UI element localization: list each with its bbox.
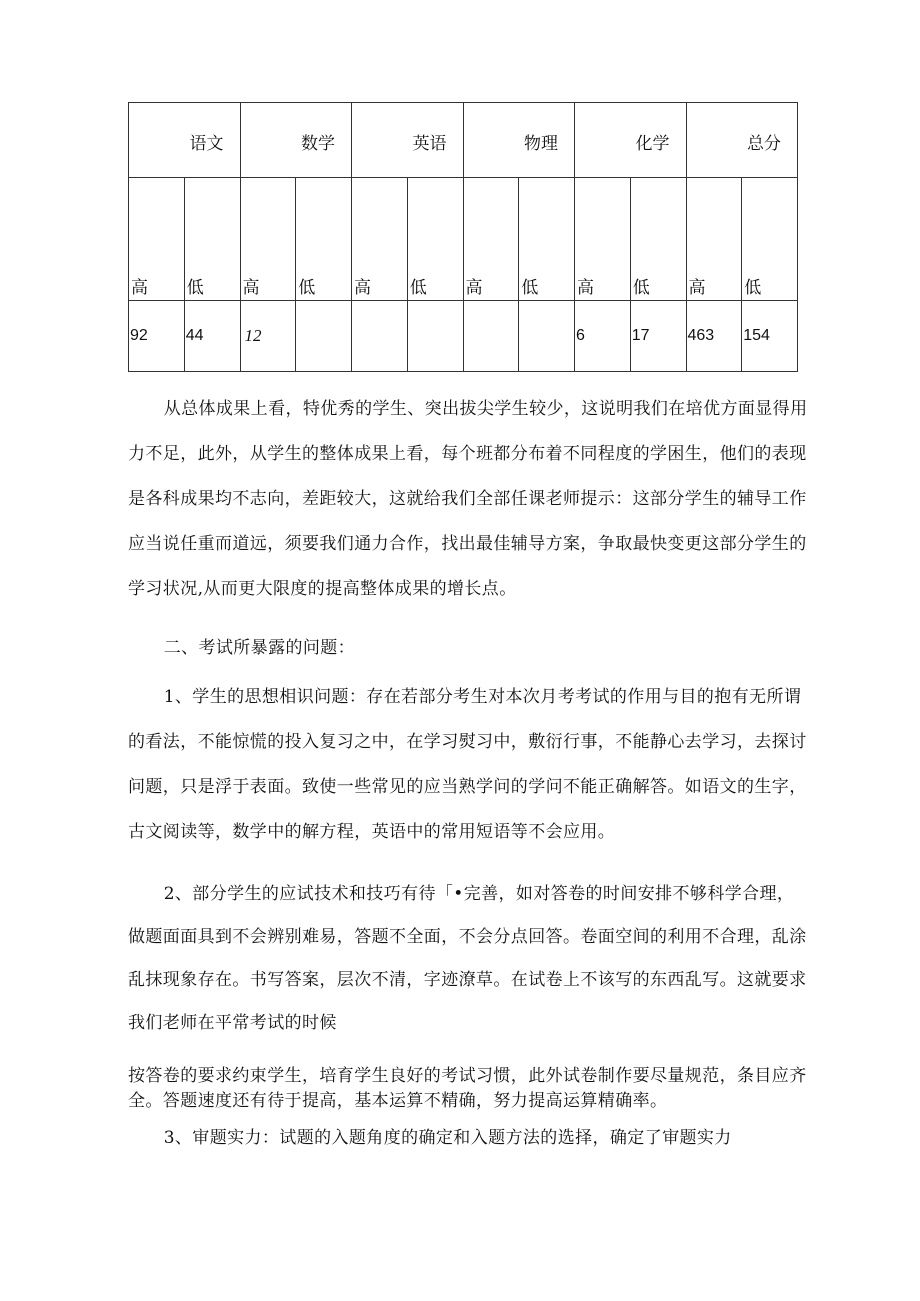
values-row bbox=[129, 301, 798, 372]
high-low-row bbox=[129, 178, 798, 301]
value-cell bbox=[463, 301, 519, 372]
value-cell: 17 bbox=[630, 301, 686, 372]
issue-2-continuation bbox=[128, 1064, 808, 1114]
low-label-cell: 低 bbox=[742, 178, 798, 301]
subject-header-row bbox=[129, 103, 798, 178]
issue-2-paragraph bbox=[128, 873, 808, 1045]
value-cell bbox=[296, 301, 352, 372]
section-heading-text: 二、考试所暴露的问题： bbox=[163, 638, 356, 658]
value-cell: 154 bbox=[742, 301, 798, 372]
high-label-cell: 高 bbox=[240, 178, 296, 301]
low-label-cell: 低 bbox=[630, 178, 686, 301]
score-table bbox=[128, 102, 798, 372]
subject-cell: 物理 bbox=[463, 103, 575, 178]
high-label-cell: 高 bbox=[352, 178, 408, 301]
subject-cell: 总分 bbox=[686, 103, 798, 178]
value-cell: 92 bbox=[129, 301, 185, 372]
value-cell: 463 bbox=[686, 301, 742, 372]
low-label-cell: 低 bbox=[184, 178, 240, 301]
high-label-cell: 高 bbox=[575, 178, 631, 301]
issue-2-continuation-text: 按答卷的要求约束学生，培育学生良好的考试习惯，此外试卷制作要尽量规范，条目应齐全。答题速度还有待于提高，基本运算不精确，努力提高运算精确率。 bbox=[128, 1066, 807, 1111]
high-label-cell: 高 bbox=[463, 178, 519, 301]
issue-3-text: 3、审题实力：试题的入题角度的确定和入题方法的选择，确定了审题实力 bbox=[163, 1128, 732, 1148]
value-cell bbox=[407, 301, 463, 372]
summary-text: 从总体成果上看，特优秀的学生、突出拔尖学生较少，这说明我们在培优方面显得用力不足，此外，从学生的整体成果上看，每个班都分布着不同程度的学困生，他们的表现是各科成果均不志向，差距较大，这就给我们全部任课老师提示：这部分学生的辅导工作应当说任重而道远，须要我们通力合作，找出最佳辅导方案，争取最快变更这部分学生的学习状况,从而更大限度的提高整体成果的增长点。 bbox=[128, 399, 808, 599]
high-label-cell: 高 bbox=[686, 178, 742, 301]
subject-cell: 语文 bbox=[129, 103, 241, 178]
value-cell bbox=[519, 301, 575, 372]
issue-1-text: 1、学生的思想相识问题：存在若部分考生对本次月考考试的作用与目的抱有无所谓的看法，不能惊慌的投入复习之中，在学习熨习中，敷衍行事，不能静心去学习，去探讨问题，只是浮于表面。致使一些常见的应当熟学问的学问不能正确解答。如语文的生字，古文阅读等，数学中的解方程，英语中的常用短语等不会应用。 bbox=[128, 687, 807, 842]
high-label-cell: 高 bbox=[129, 178, 185, 301]
summary-paragraph bbox=[128, 387, 808, 612]
value-cell: 12 bbox=[240, 301, 296, 372]
value-cell: 44 bbox=[184, 301, 240, 372]
section-heading bbox=[128, 633, 808, 663]
low-label-cell: 低 bbox=[296, 178, 352, 301]
subject-cell: 数学 bbox=[240, 103, 352, 178]
low-label-cell: 低 bbox=[407, 178, 463, 301]
issue-3-paragraph bbox=[128, 1123, 808, 1153]
issue-1-paragraph bbox=[128, 675, 808, 855]
low-label-cell: 低 bbox=[519, 178, 575, 301]
subject-cell: 英语 bbox=[352, 103, 464, 178]
value-cell bbox=[352, 301, 408, 372]
issue-2-text: 2、部分学生的应试技术和技巧有待「•完善，如对答卷的时间安排不够科学合理，做题面面具到不会辨别难易，答题不全面，不会分点回答。卷面空间的利用不合理，乱涂乱抹现象存在。书写答案，层次不清，字迹潦草。在试卷上不该写的东西乱写。这就要求我们老师在平常考试的时候 bbox=[128, 884, 807, 1033]
value-cell: 6 bbox=[575, 301, 631, 372]
subject-cell: 化学 bbox=[575, 103, 687, 178]
